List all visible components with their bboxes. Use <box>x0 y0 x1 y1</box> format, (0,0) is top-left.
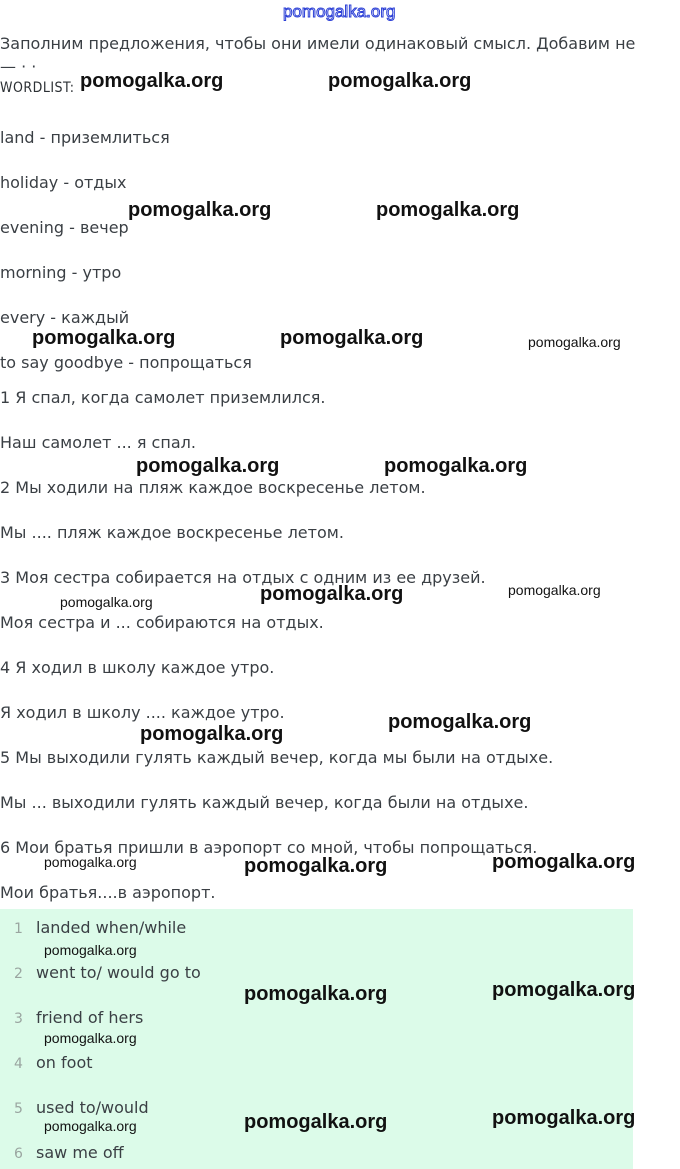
watermark: pomogalka.org <box>32 327 176 349</box>
answer-number: 3 <box>14 1011 23 1027</box>
watermark: pomogalka.org <box>44 1118 137 1134</box>
watermark: pomogalka.org <box>44 854 137 870</box>
answer-item <box>14 1053 93 1072</box>
answer-item <box>14 918 186 937</box>
answer-text: on foot <box>36 1053 93 1072</box>
exercise-sentence: 1 Я спал, когда самолет приземлился. <box>0 388 326 407</box>
watermark: pomogalka.org <box>328 70 472 92</box>
exercise-sentence: 4 Я ходил в школу каждое утро. <box>0 658 275 677</box>
watermark: pomogalka.org <box>388 711 532 733</box>
exercise-task: Мы ... выходили гулять каждый вечер, когда были на отдыхе. <box>0 793 529 812</box>
answer-number: 6 <box>14 1146 23 1162</box>
answer-item <box>14 1098 149 1117</box>
wordlist-item: morning - утро <box>0 263 122 282</box>
exercise-task: Мои братья....в аэропорт. <box>0 883 216 902</box>
answer-item <box>14 963 201 982</box>
answer-number: 2 <box>14 966 23 982</box>
exercise-task: Наш самолет ... я спал. <box>0 433 196 452</box>
watermark: pomogalka.org <box>44 942 137 958</box>
exercise-sentence: 5 Мы выходили гулять каждый вечер, когда мы были на отдыхе. <box>0 748 554 767</box>
answer-number: 4 <box>14 1056 23 1072</box>
answer-text: landed when/while <box>36 918 187 937</box>
wordlist-item: to say goodbye - попрощаться <box>0 353 252 372</box>
watermark: pomogalka.org <box>244 1111 388 1133</box>
answer-text: friend of hers <box>36 1008 144 1027</box>
answer-text: saw me off <box>36 1143 124 1162</box>
watermark: pomogalka.org <box>508 582 601 598</box>
wordlist-item: evening - вечер <box>0 218 129 237</box>
wordlist-title: WORDLIST: <box>0 80 75 96</box>
watermark: pomogalka.org <box>128 199 272 221</box>
watermark: pomogalka.org <box>260 583 404 605</box>
exercise-task: Моя сестра и ... собираются на отдых. <box>0 613 324 632</box>
watermark: pomogalka.org <box>44 1030 137 1046</box>
answer-text: went to/ would go to <box>36 963 201 982</box>
exercise-task: Я ходил в школу .... каждое утро. <box>0 703 285 722</box>
watermark: pomogalka.org <box>376 199 520 221</box>
intro-cut-line: — · · <box>0 57 37 76</box>
exercise-sentence: 6 Мои братья пришли в аэропорт со мной, чтобы попрощаться. <box>0 838 538 857</box>
wordlist-item: land - приземлиться <box>0 128 170 147</box>
watermark: pomogalka.org <box>136 455 280 477</box>
watermark: pomogalka.org <box>280 327 424 349</box>
answer-number: 5 <box>14 1101 23 1117</box>
watermark: pomogalka.org <box>244 983 388 1005</box>
answer-text: used to/would <box>36 1098 149 1117</box>
exercise-sentence: 2 Мы ходили на пляж каждое воскресенье летом. <box>0 478 426 497</box>
watermark: pomogalka.org <box>244 855 388 877</box>
watermark: pomogalka.org <box>528 334 621 350</box>
header-watermark: pomogalka.org <box>283 2 396 21</box>
intro-text: Заполним предложения, чтобы они имели одинаковый смысл. Добавим не <box>0 34 636 53</box>
answer-item <box>14 1008 143 1027</box>
watermark: pomogalka.org <box>384 455 528 477</box>
watermark: pomogalka.org <box>492 1107 636 1129</box>
watermark: pomogalka.org <box>60 594 153 610</box>
watermark: pomogalka.org <box>80 70 224 92</box>
watermark: pomogalka.org <box>492 979 636 1001</box>
exercise-sentence: 3 Моя сестра собирается на отдых с одним из ее друзей. <box>0 568 486 587</box>
watermark: pomogalka.org <box>492 851 636 873</box>
answer-number: 1 <box>14 921 23 937</box>
wordlist-item: every - каждый <box>0 308 130 327</box>
wordlist-item: holiday - отдых <box>0 173 127 192</box>
answer-item <box>14 1143 124 1162</box>
exercise-task: Мы .... пляж каждое воскресенье летом. <box>0 523 344 542</box>
watermark: pomogalka.org <box>140 723 284 745</box>
